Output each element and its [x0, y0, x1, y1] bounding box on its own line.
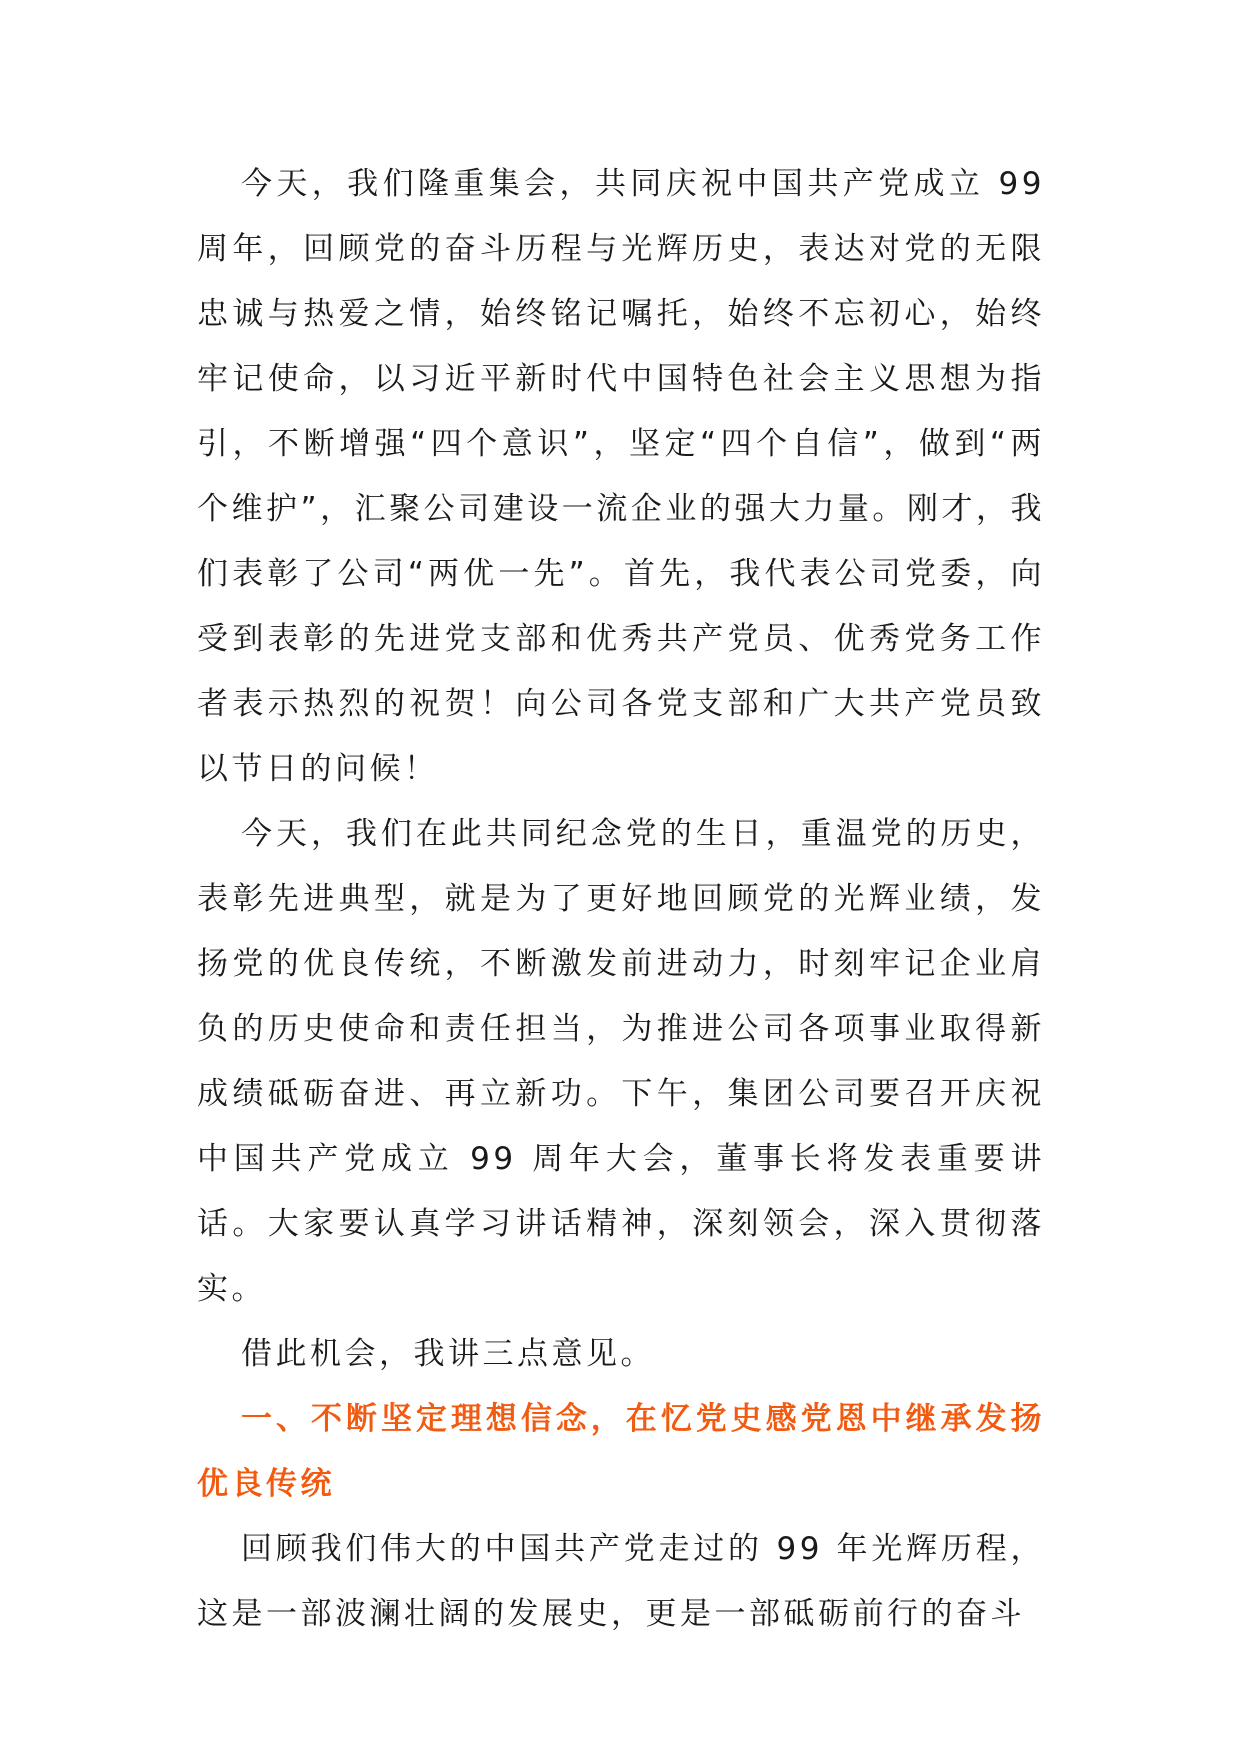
paragraph-section-one: 回顾我们伟大的中国共产党走过的 99 年光辉历程，这是一部波澜壮阔的发展史，更是一部砥砺前行的奋斗	[197, 1531, 1045, 1632]
paragraph-opening: 今天，我们隆重集会，共同庆祝中国共产党成立 99 周年，回顾党的奋斗历程与光辉历史，表达对党的无限忠诚与热爱之情，始终铭记嘱托，始终不忘初心，始终牢记使命，以习近平新时代中国特色社会主义思想为指引，不断增强“四个意识”，坚定“四个自信”，做到“两个维护”，汇聚公司建设一流企业的强大力量。刚才，我们表彰了公司“两优一先”。首先，我代表公司党委，向受到表彰的先进党支部和优秀共产党员、优秀党务工作者表示热烈的祝贺！向公司各党支部和广大共产党员致以节日的问候！	[197, 166, 1045, 787]
document-body	[197, 152, 1045, 1647]
paragraph-three-points: 借此机会，我讲三点意见。	[241, 1336, 655, 1372]
paragraph-commemoration: 今天，我们在此共同纪念党的生日，重温党的历史，表彰先进典型，就是为了更好地回顾党的光辉业绩，发扬党的优良传统，不断激发前进动力，时刻牢记企业肩负的历史使命和责任担当，为推进公司各项事业取得新成绩砥砺奋进、再立新功。下午，集团公司要召开庆祝中国共产党成立 99 周年大会，董事长将发表重要讲话。大家要认真学习讲话精神，深刻领会，深入贯彻落实。	[197, 816, 1045, 1307]
section-heading-one: 一、不断坚定理想信念，在忆党史感党恩中继承发扬优良传统	[197, 1401, 1045, 1502]
